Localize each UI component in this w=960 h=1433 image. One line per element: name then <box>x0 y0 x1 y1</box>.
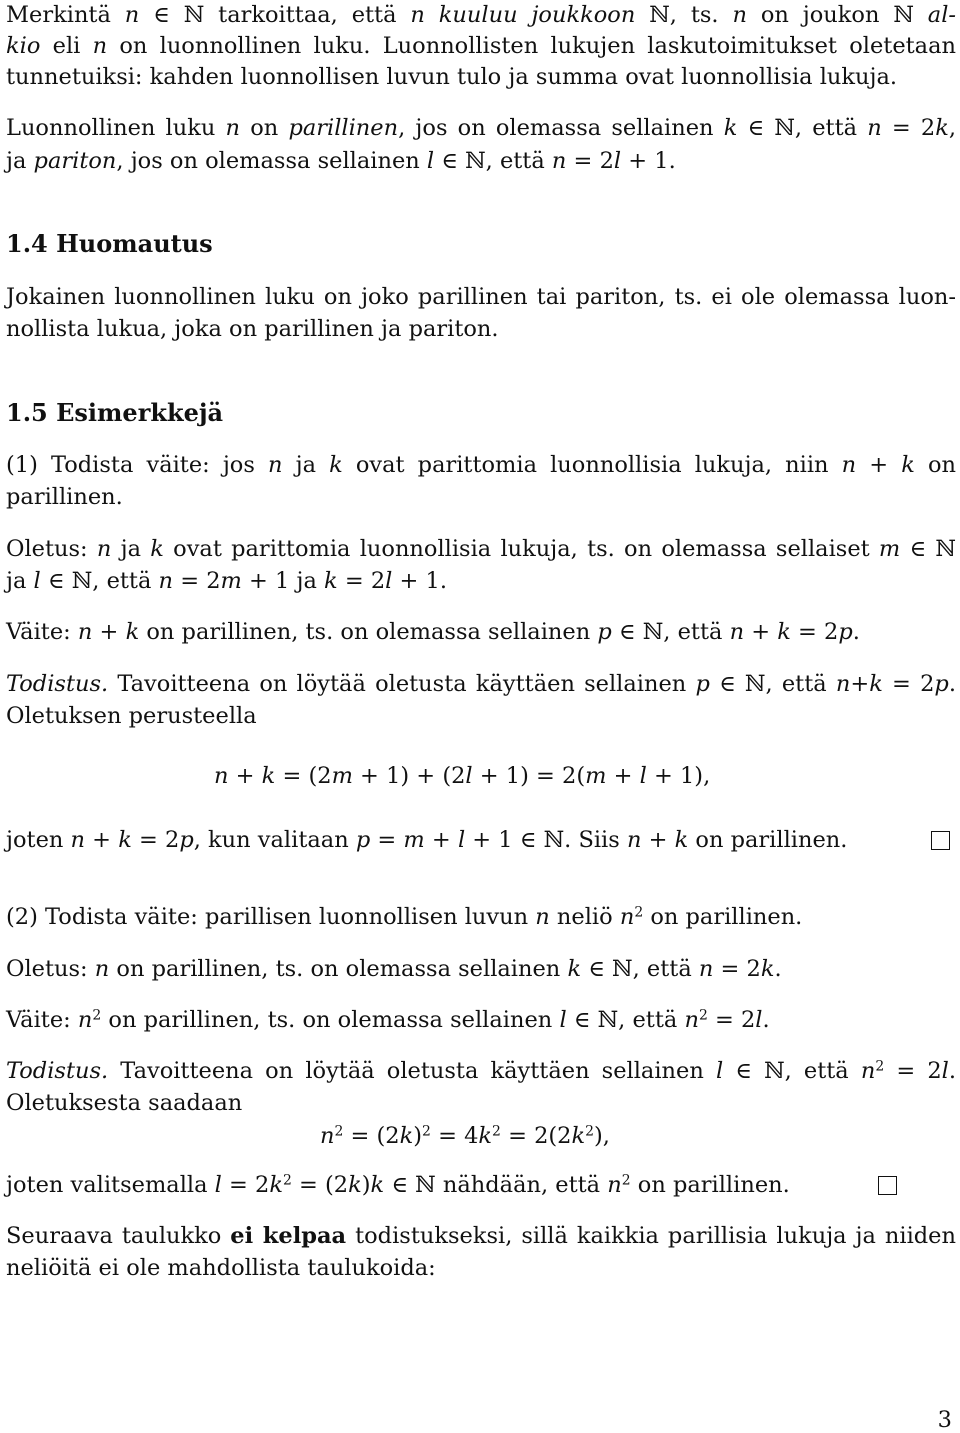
example-2-display-equation: $n^2 = (2k)^2 = 4k^2 = 2(2k^2)$, <box>320 1123 610 1149</box>
example-1-statement: (1) Todista väite: jos n ja k ovat parittomia luonnollisia lukuja, niin n + k on <box>6 452 956 478</box>
example-1-claim: Väite: n + k on parillinen, ts. on olemassa sellainen p ∈ ℕ, että n + k = 2p. <box>6 619 860 645</box>
example-2-statement: (2) Todista väite: parillisen luonnollisen luvun n neliö $n^2$ on parillinen. <box>6 904 803 930</box>
definition-line-1: Luonnollinen luku n on parillinen, jos on olemassa sellainen k ∈ ℕ, että n = 2k, <box>6 115 957 141</box>
intro-line-1: Merkintä n ∈ ℕ tarkoittaa, että n kuuluu joukkoon ℕ, ts. n on joukon ℕ al- <box>6 2 956 28</box>
remark-line-1: Jokainen luonnollinen luku on joko parillinen tai pariton, ts. ei ole olemassa luon- <box>6 284 956 310</box>
example-1-proof-basis: Oletuksen perusteella <box>6 703 257 729</box>
qed-box-2 <box>878 1176 897 1195</box>
example-1-conclusion: joten n + k = 2p, kun valitaan p = m + l + 1 ∈ ℕ. Siis n + k on parillinen. <box>6 827 848 853</box>
intro-line-2: kio eli n on luonnollinen luku. Luonnollisten lukujen laskutoimitukset oletetaan <box>6 33 956 59</box>
definition-line-2: ja pariton, jos on olemassa sellainen l ∈ ℕ, että n = 2l + 1. <box>6 148 676 174</box>
example-1-assumption-cont: ja l ∈ ℕ, että n = 2m + 1 ja k = 2l + 1. <box>6 568 447 594</box>
example-1-statement-cont: parillinen. <box>6 484 123 510</box>
closing-line-2: neliöitä ei ole mahdollista taulukoida: <box>6 1255 436 1281</box>
qed-box-1 <box>931 831 950 850</box>
example-1-display-equation: n + k = (2m + 1) + (2l + 1) = 2(m + l + 1), <box>214 763 711 789</box>
page-number: 3 <box>937 1407 952 1433</box>
example-2-conclusion: joten valitsemalla $l = 2k^2 = (2k)k$ ∈ ℕ nähdään, että $n^2$ on parillinen. <box>6 1172 790 1198</box>
heading-esimerkkeja: 1.5 Esimerkkejä <box>6 398 224 427</box>
example-2-proof-start: Todistus. Tavoitteena on löytää oletusta käyttäen sellainen l ∈ ℕ, että $n^2 = 2l$. <box>6 1058 956 1084</box>
remark-line-2: nollista lukua, joka on parillinen ja pariton. <box>6 316 499 342</box>
example-2-claim: Väite: $n^2$ on parillinen, ts. on olemassa sellainen l ∈ ℕ, että $n^2 = 2l$. <box>6 1007 770 1033</box>
example-1-assumption: Oletus: n ja k ovat parittomia luonnollisia lukuja, ts. on olemassa sellaiset m ∈ ℕ <box>6 536 956 562</box>
closing-line-1: Seuraava taulukko ei kelpaa todistukseksi, sillä kaikkia parillisia lukuja ja niiden <box>6 1223 956 1249</box>
heading-huomautus: 1.4 Huomautus <box>6 229 213 258</box>
intro-line-3: tunnetuiksi: kahden luonnollisen luvun tulo ja summa ovat luonnollisia lukuja. <box>6 64 898 90</box>
example-1-proof-start: Todistus. Tavoitteena on löytää oletusta käyttäen sellainen p ∈ ℕ, että n+k = 2p. <box>6 671 956 697</box>
example-2-proof-basis: Oletuksesta saadaan <box>6 1090 243 1116</box>
example-2-assumption: Oletus: n on parillinen, ts. on olemassa sellainen k ∈ ℕ, että n = 2k. <box>6 956 782 982</box>
